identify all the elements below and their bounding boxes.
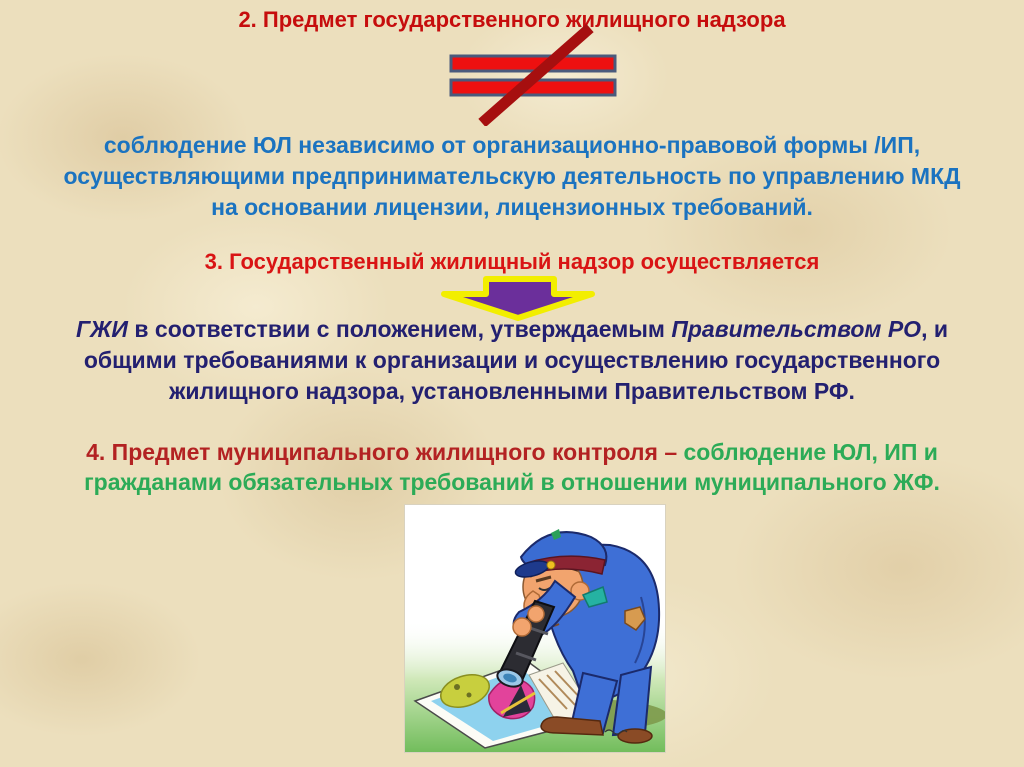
municipal-control-paragraph: [0, 437, 1024, 497]
paragraph-line: гражданами обязательных требований в отношении муниципального ЖФ.: [84, 469, 940, 495]
slide-title: 2. Предмет государственного жилищного надзора: [238, 7, 786, 32]
supervision-subject-paragraph: [0, 130, 1024, 223]
paragraph-line: жилищного надзора, установленными Правительством РФ.: [169, 378, 855, 404]
section4-green-text: соблюдение ЮЛ, ИП и: [683, 439, 938, 465]
section4-red-lead: 4. Предмет муниципального жилищного контроля –: [86, 439, 684, 465]
not-equal-icon: [448, 20, 618, 126]
paragraph-line: [0, 437, 1024, 467]
housing-inspector-cartoon: [405, 505, 665, 752]
paragraph-line: соблюдение ЮЛ независимо от организационно-правовой формы /ИП,: [103, 132, 921, 158]
gzhi-paragraph: [0, 314, 1024, 407]
paragraph-text: в соответствии с положением, утверждаемым: [127, 316, 672, 342]
inspector-cartoon-svg: [405, 505, 665, 752]
not-equal-icon-svg: [448, 20, 618, 126]
paragraph-line: на основании лицензии, лицензионных требований.: [211, 194, 813, 220]
paragraph-line: общими требованиями к организации и осуществлению государственного: [83, 347, 941, 373]
gzhi-abbrev: ГЖИ: [75, 316, 128, 342]
paragraph-line: [0, 314, 1024, 345]
paragraph-text: , и: [921, 316, 948, 342]
paragraph-line: осуществляющими предпринимательскую деятельность по управлению МКД: [63, 163, 961, 189]
section3-heading: 3. Государственный жилищный надзор осуществляется: [204, 249, 820, 274]
government-ro-italic: Правительством РО: [671, 316, 922, 342]
